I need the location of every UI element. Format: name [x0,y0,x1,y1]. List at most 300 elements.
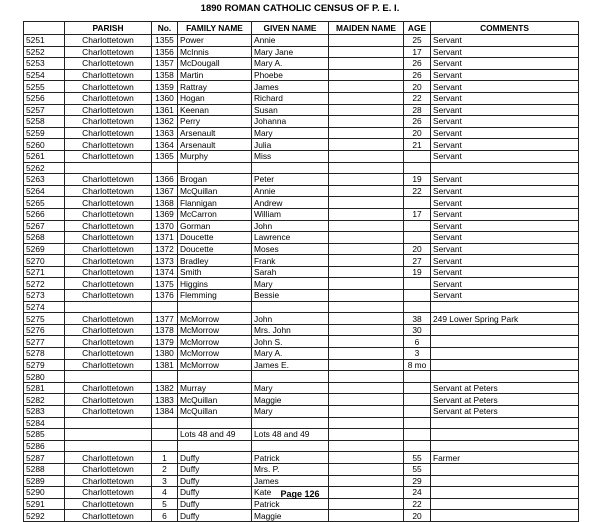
table-row [24,359,579,371]
table-row [24,417,579,429]
cell-number [152,440,178,452]
cell-family-name: Gorman [178,220,252,232]
cell-parish: Charlottetown [65,313,152,325]
cell-maiden-name [329,278,404,290]
cell-number [152,162,178,174]
cell-given-name: Mary Jane [252,46,329,58]
cell-number: 2 [152,463,178,475]
cell-number: 1364 [152,139,178,151]
cell-maiden-name [329,174,404,186]
cell-family-name [178,440,252,452]
cell-family-name: Brogan [178,174,252,186]
cell-age [404,150,431,162]
cell-family-name: McMorrow [178,313,252,325]
table-row [24,266,579,278]
cell-maiden-name [329,46,404,58]
cell-parish: Charlottetown [65,324,152,336]
cell-parish: Charlottetown [65,104,152,116]
cell-maiden-name [329,104,404,116]
cell-family-name: Perry [178,116,252,128]
cell-record-number: 5257 [24,104,65,116]
cell-record-number: 5254 [24,69,65,81]
cell-age [404,371,431,383]
cell-family-name: Rattray [178,81,252,93]
cell-family-name: Duffy [178,510,252,522]
cell-given-name: Mary [252,382,329,394]
cell-comments: Servant [431,208,579,220]
table-row [24,255,579,267]
cell-comments [431,510,579,522]
cell-given-name: Mary A. [252,348,329,360]
cell-maiden-name [329,232,404,244]
cell-parish: Charlottetown [65,243,152,255]
cell-family-name [178,371,252,383]
column-header-record-number [24,22,65,35]
table-row [24,116,579,128]
cell-maiden-name [329,440,404,452]
cell-age: 27 [404,255,431,267]
cell-family-name: McInnis [178,46,252,58]
cell-maiden-name [329,510,404,522]
cell-number: 5 [152,498,178,510]
cell-age: 22 [404,92,431,104]
cell-given-name: Mary [252,406,329,418]
cell-parish [65,429,152,441]
cell-record-number: 5273 [24,290,65,302]
cell-record-number: 5272 [24,278,65,290]
cell-given-name: Patrick [252,498,329,510]
cell-maiden-name [329,498,404,510]
cell-maiden-name [329,81,404,93]
cell-record-number: 5265 [24,197,65,209]
cell-parish: Charlottetown [65,208,152,220]
cell-age: 8 mo [404,359,431,371]
cell-parish [65,162,152,174]
cell-maiden-name [329,475,404,487]
column-header-parish: PARISH [65,22,152,35]
cell-comments [431,371,579,383]
table-body [24,35,579,522]
cell-record-number: 5263 [24,174,65,186]
cell-given-name: Sarah [252,266,329,278]
cell-record-number: 5266 [24,208,65,220]
cell-age: 6 [404,336,431,348]
cell-age: 55 [404,463,431,475]
cell-age: 26 [404,58,431,70]
cell-record-number: 5267 [24,220,65,232]
cell-parish: Charlottetown [65,463,152,475]
cell-maiden-name [329,185,404,197]
cell-maiden-name [329,429,404,441]
cell-comments [431,162,579,174]
table-row [24,336,579,348]
cell-comments: Servant [431,69,579,81]
table-row [24,440,579,452]
table-row [24,243,579,255]
cell-age: 55 [404,452,431,464]
cell-maiden-name [329,139,404,151]
cell-record-number: 5264 [24,185,65,197]
cell-age: 20 [404,510,431,522]
cell-record-number: 5271 [24,266,65,278]
cell-given-name: Lawrence [252,232,329,244]
cell-comments [431,440,579,452]
cell-record-number: 5260 [24,139,65,151]
cell-record-number: 5277 [24,336,65,348]
cell-given-name: Moses [252,243,329,255]
cell-number: 1362 [152,116,178,128]
table-row [24,301,579,313]
cell-maiden-name [329,69,404,81]
cell-number: 1368 [152,197,178,209]
cell-comments: Farmer [431,452,579,464]
cell-age: 17 [404,46,431,58]
cell-comments [431,498,579,510]
table-row [24,498,579,510]
cell-parish: Charlottetown [65,127,152,139]
cell-given-name: Phoebe [252,69,329,81]
cell-age: 24 [404,487,431,499]
cell-record-number: 5280 [24,371,65,383]
cell-age [404,197,431,209]
cell-number: 1 [152,452,178,464]
cell-comments: Servant [431,139,579,151]
table-row [24,220,579,232]
cell-record-number: 5259 [24,127,65,139]
cell-record-number: 5268 [24,232,65,244]
cell-comments: Servant at Peters [431,382,579,394]
cell-family-name [178,301,252,313]
cell-maiden-name [329,417,404,429]
cell-parish: Charlottetown [65,232,152,244]
cell-maiden-name [329,324,404,336]
cell-family-name: McQuillan [178,406,252,418]
cell-family-name: Power [178,35,252,47]
cell-parish: Charlottetown [65,452,152,464]
cell-maiden-name [329,208,404,220]
cell-number: 1361 [152,104,178,116]
cell-number: 1355 [152,35,178,47]
cell-maiden-name [329,197,404,209]
table-row [24,324,579,336]
cell-comments: Servant [431,290,579,302]
cell-number [152,301,178,313]
cell-maiden-name [329,220,404,232]
cell-given-name: Mary A. [252,58,329,70]
cell-family-name: McQuillan [178,185,252,197]
table-row [24,197,579,209]
cell-parish: Charlottetown [65,139,152,151]
cell-age: 25 [404,35,431,47]
cell-age: 17 [404,208,431,220]
column-header-given-name: GIVEN NAME [252,22,329,35]
cell-record-number: 5278 [24,348,65,360]
cell-family-name: Murray [178,382,252,394]
cell-age: 30 [404,324,431,336]
cell-parish: Charlottetown [65,116,152,128]
cell-family-name: Duffy [178,452,252,464]
cell-parish: Charlottetown [65,475,152,487]
cell-number: 1382 [152,382,178,394]
cell-maiden-name [329,406,404,418]
cell-maiden-name [329,162,404,174]
cell-age [404,429,431,441]
cell-maiden-name [329,150,404,162]
cell-maiden-name [329,359,404,371]
cell-age [404,301,431,313]
cell-record-number: 5252 [24,46,65,58]
cell-comments: Servant [431,185,579,197]
cell-given-name: Julia [252,139,329,151]
cell-given-name: Lots 48 and 49 [252,429,329,441]
cell-comments: Servant [431,35,579,47]
cell-comments: Servant [431,220,579,232]
cell-given-name: Richard [252,92,329,104]
table-row [24,463,579,475]
cell-record-number: 5279 [24,359,65,371]
column-header-number: No. [152,22,178,35]
cell-age: 3 [404,348,431,360]
cell-comments: Servant at Peters [431,394,579,406]
cell-family-name: Smith [178,266,252,278]
table-row [24,278,579,290]
table-row [24,46,579,58]
table-row [24,290,579,302]
cell-given-name: Bessie [252,290,329,302]
table-row [24,35,579,47]
cell-maiden-name [329,452,404,464]
cell-record-number: 5287 [24,452,65,464]
cell-given-name: Mrs. P. [252,463,329,475]
cell-family-name: McQuillan [178,394,252,406]
cell-number: 1360 [152,92,178,104]
cell-age [404,220,431,232]
cell-maiden-name [329,336,404,348]
cell-number: 1384 [152,406,178,418]
table-row [24,348,579,360]
cell-number: 1374 [152,266,178,278]
column-header-family-name: FAMILY NAME [178,22,252,35]
cell-given-name: James E. [252,359,329,371]
cell-number: 1358 [152,69,178,81]
cell-given-name [252,417,329,429]
cell-comments: Servant [431,92,579,104]
cell-record-number: 5292 [24,510,65,522]
cell-comments: Servant at Peters [431,406,579,418]
cell-given-name: Susan [252,104,329,116]
cell-maiden-name [329,394,404,406]
cell-age: 38 [404,313,431,325]
cell-comments: Servant [431,116,579,128]
cell-age: 26 [404,69,431,81]
table-row [24,452,579,464]
cell-age: 19 [404,174,431,186]
cell-number [152,417,178,429]
cell-record-number: 5275 [24,313,65,325]
table-row [24,429,579,441]
cell-given-name: John S. [252,336,329,348]
cell-number: 1373 [152,255,178,267]
cell-number: 1356 [152,46,178,58]
cell-given-name: Miss [252,150,329,162]
cell-age: 26 [404,116,431,128]
cell-given-name [252,440,329,452]
cell-age [404,278,431,290]
cell-parish: Charlottetown [65,174,152,186]
cell-record-number: 5255 [24,81,65,93]
cell-parish: Charlottetown [65,69,152,81]
cell-parish: Charlottetown [65,359,152,371]
cell-age: 20 [404,127,431,139]
cell-number: 1377 [152,313,178,325]
cell-comments: Servant [431,81,579,93]
cell-comments: Servant [431,255,579,267]
cell-number: 6 [152,510,178,522]
cell-number: 1365 [152,150,178,162]
cell-number: 1369 [152,208,178,220]
cell-record-number: 5261 [24,150,65,162]
cell-age: 19 [404,266,431,278]
cell-maiden-name [329,313,404,325]
table-row [24,81,579,93]
cell-number: 1371 [152,232,178,244]
cell-given-name: Mary [252,278,329,290]
cell-given-name: Peter [252,174,329,186]
cell-number [152,371,178,383]
cell-given-name: Andrew [252,197,329,209]
cell-comments [431,475,579,487]
cell-comments: Servant [431,46,579,58]
cell-given-name [252,371,329,383]
cell-family-name: Martin [178,69,252,81]
cell-number: 1380 [152,348,178,360]
cell-family-name: Flemming [178,290,252,302]
cell-record-number: 5285 [24,429,65,441]
cell-maiden-name [329,301,404,313]
cell-maiden-name [329,116,404,128]
table-row [24,313,579,325]
cell-maiden-name [329,290,404,302]
cell-family-name [178,162,252,174]
cell-family-name: Doucette [178,243,252,255]
cell-given-name: Maggie [252,510,329,522]
cell-parish [65,417,152,429]
cell-family-name: McCarron [178,208,252,220]
cell-given-name: Kate [252,487,329,499]
column-header-comments: COMMENTS [431,22,579,35]
cell-comments: Servant [431,266,579,278]
cell-given-name: Mary [252,127,329,139]
table-row [24,139,579,151]
cell-comments: Servant [431,197,579,209]
cell-given-name: Maggie [252,394,329,406]
cell-record-number: 5256 [24,92,65,104]
cell-record-number: 5282 [24,394,65,406]
cell-age [404,232,431,244]
cell-family-name: Lots 48 and 49 [178,429,252,441]
cell-given-name: Annie [252,35,329,47]
cell-parish: Charlottetown [65,35,152,47]
cell-number: 1366 [152,174,178,186]
cell-record-number: 5251 [24,35,65,47]
cell-maiden-name [329,243,404,255]
cell-family-name [178,417,252,429]
cell-comments [431,336,579,348]
cell-family-name: Higgins [178,278,252,290]
table-row [24,475,579,487]
cell-family-name: Duffy [178,463,252,475]
cell-parish [65,371,152,383]
cell-given-name: John [252,313,329,325]
cell-comments [431,348,579,360]
cell-parish [65,440,152,452]
cell-family-name: Duffy [178,498,252,510]
page-title: 1890 ROMAN CATHOLIC CENSUS OF P. E. I. [200,3,400,14]
cell-age [404,290,431,302]
cell-comments: 249 Lower Spring Park [431,313,579,325]
cell-number [152,429,178,441]
cell-maiden-name [329,255,404,267]
cell-given-name: John [252,220,329,232]
table-row [24,371,579,383]
cell-age [404,394,431,406]
cell-family-name: McMorrow [178,348,252,360]
cell-age: 22 [404,185,431,197]
table-row [24,208,579,220]
cell-comments: Servant [431,232,579,244]
cell-parish: Charlottetown [65,348,152,360]
cell-age: 20 [404,81,431,93]
cell-comments: Servant [431,243,579,255]
cell-given-name: Annie [252,185,329,197]
cell-maiden-name [329,382,404,394]
cell-parish: Charlottetown [65,46,152,58]
cell-record-number: 5286 [24,440,65,452]
cell-age: 29 [404,475,431,487]
cell-age [404,440,431,452]
cell-maiden-name [329,92,404,104]
cell-family-name: Bradley [178,255,252,267]
cell-given-name [252,301,329,313]
cell-number: 1359 [152,81,178,93]
cell-parish: Charlottetown [65,266,152,278]
cell-age [404,382,431,394]
cell-comments [431,417,579,429]
cell-age: 22 [404,498,431,510]
table-row [24,150,579,162]
cell-family-name: Doucette [178,232,252,244]
cell-given-name: James [252,475,329,487]
cell-record-number: 5289 [24,475,65,487]
cell-maiden-name [329,35,404,47]
cell-comments: Servant [431,58,579,70]
cell-age [404,406,431,418]
cell-record-number: 5291 [24,498,65,510]
table-row [24,382,579,394]
header-row [24,22,579,35]
cell-family-name: Hogan [178,92,252,104]
cell-comments [431,301,579,313]
cell-parish: Charlottetown [65,498,152,510]
table-row [24,69,579,81]
census-table [23,21,579,522]
cell-comments [431,429,579,441]
cell-maiden-name [329,266,404,278]
cell-parish: Charlottetown [65,406,152,418]
cell-family-name: Arsenault [178,127,252,139]
cell-parish [65,301,152,313]
cell-comments [431,463,579,475]
